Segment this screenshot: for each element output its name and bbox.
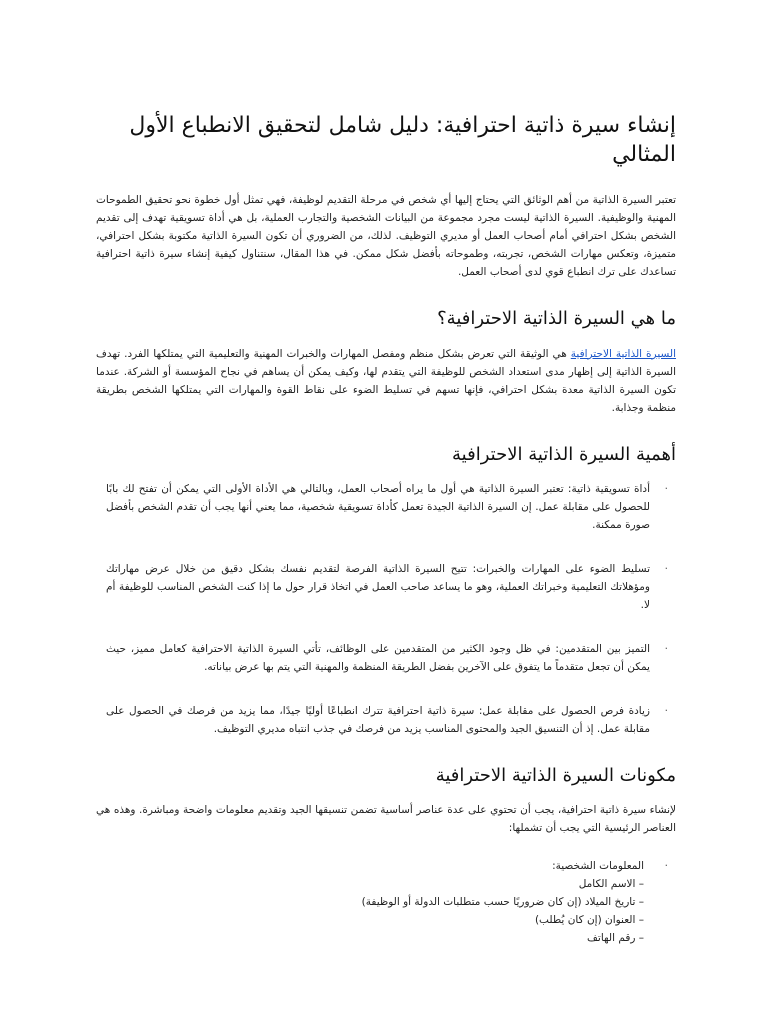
document-page <box>96 112 676 947</box>
section-heading-what-is: ما هي السيرة الذاتية الاحترافية؟ <box>437 308 676 330</box>
list-item-personal-info <box>96 857 676 947</box>
intro-paragraph: تعتبر السيرة الذاتية من أهم الوثائق التي يحتاج إليها أي شخص في مرحلة التقديم لوظيفة، فهي تمثل أول خطوة نحو تحقيق الطموحات المهنية والوظيفية. السيرة الذاتية ليست مجرد مجموعة من البيانات الشخصية والتجارب العملية، بل هي أداة تسويقية تهدف إلى تقديم الشخص بشكل احترافي أمام أصحاب العمل أو مديري التوظيف. لذلك، من الضروري أن تكون السيرة الذاتية مكتوبة بشكل احترافي، متميزة، وتعكس مهارات الشخص، تجربته، وطموحاته بأفضل شكل ممكن. في هذا المقال، سنتناول كيفية إنشاء سيرة ذاتية احترافية تساعدك على ترك انطباع قوي لدى أصحاب العمل. <box>96 194 676 279</box>
components-list <box>96 857 676 947</box>
section-heading-importance: أهمية السيرة الذاتية الاحترافية <box>452 443 676 465</box>
cv-link[interactable]: السيرة الذاتية الاحترافية <box>570 347 676 360</box>
personal-info-item: – العنوان (إن كان يُطلب) <box>534 914 644 927</box>
list-item: · التميز بين المتقدمين: في ظل وجود الكثير من المتقدمين على الوظائف، تأتي السيرة الذاتية الاحترافية كعامل مميز، حيث يمكن أن تجعل متقدماً ما يتفوق على الآخرين بفضل الطريقة المنظمة والمهنية التي يتم بها عرض بياناته. <box>96 640 676 676</box>
list-item: · زيادة فرص الحصول على مقابلة عمل: سيرة ذاتية احترافية تترك انطباعًا أوليًا جيدًا، مما يزيد من فرصك في الحصول على مقابلة عمل. إذ أن التنسيق الجيد والمحتوى المناسب يزيد من فرصك في جذب انتباه مديري التوظيف. <box>96 702 676 738</box>
personal-info-item: – الاسم الكامل <box>578 878 644 891</box>
page-title: إنشاء سيرة ذاتية احترافية: دليل شامل لتحقيق الانطباع الأول المثالي <box>129 113 676 167</box>
personal-info-title: · المعلومات الشخصية: <box>552 860 644 873</box>
definition-text: هي الوثيقة التي تعرض بشكل منظم ومفصل المهارات والخبرات المهنية والتعليمية التي يمتلكها الفرد. تهدف السيرة الذاتية إلى إظهار مدى استعداد الشخص للوظيفة التي يتقدم لها، وكيف يمكن أن يساهم في نجاح المؤسسة أو الشركة. عندما تكون السيرة الذاتية معدة بشكل احترافي، فإنها تسهم في تسليط الضوء على نقاط القوة والمهارات التي يمتلكها الشخص بطريقة منظمة وجذابة. <box>96 347 676 414</box>
definition-paragraph <box>96 345 676 417</box>
section-heading-components: مكونات السيرة الذاتية الاحترافية <box>435 764 676 786</box>
components-intro: لإنشاء سيرة ذاتية احترافية، يجب أن تحتوي على عدة عناصر أساسية تضمن تنسيقها الجيد وتقديم معلومات واضحة ومباشرة. وهذه هي العناصر الرئيسية التي يجب أن تشملها: <box>96 804 676 835</box>
importance-list <box>96 480 676 738</box>
personal-info-item: – تاريخ الميلاد (إن كان ضروريًا حسب متطلبات الدولة أو الوظيفة) <box>361 896 644 909</box>
list-item: · أداة تسويقية ذاتية: تعتبر السيرة الذاتية هي أول ما يراه أصحاب العمل، وبالتالي هي الأداة الأولى التي يمكن أن تفتح لك بابًا للحصول على مقابلة عمل. إن السيرة الذاتية الجيدة تعمل كأداة تسويقية شخصية، مما يعني أنها يجب أن تقدم الشخص بأفضل صورة ممكنة. <box>96 480 676 534</box>
list-item: · تسليط الضوء على المهارات والخبرات: تتيح السيرة الذاتية الفرصة لتقديم نفسك بشكل دقيق من خلال عرض مهاراتك ومؤهلاتك التعليمية وخبراتك العملية، وهو ما يساعد صاحب العمل في اتخاذ قرار حول ما إذا كنت الشخص المناسب للوظيفة أم لا. <box>96 560 676 614</box>
personal-info-item: – رقم الهاتف <box>587 932 644 945</box>
